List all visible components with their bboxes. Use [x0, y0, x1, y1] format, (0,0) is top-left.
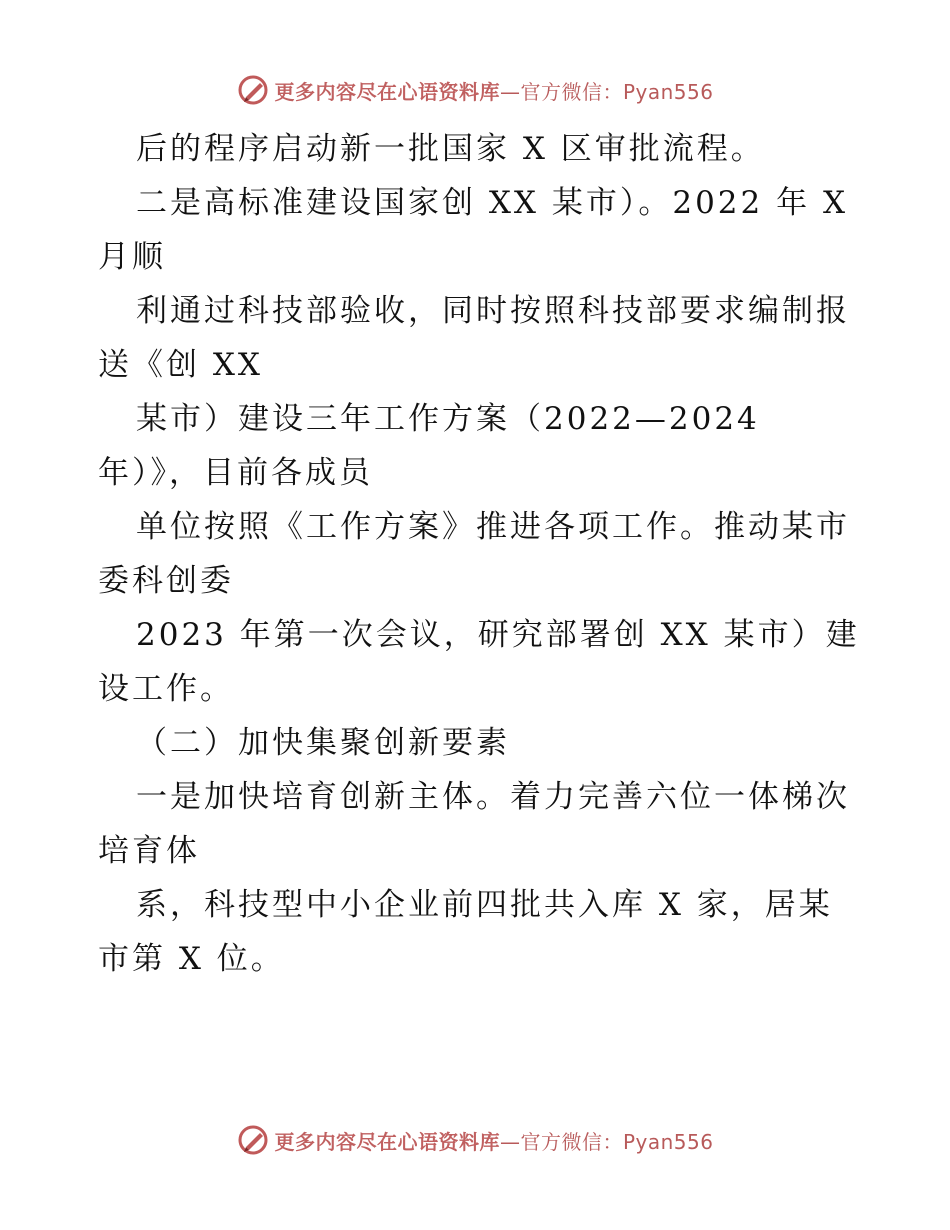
pen-logo-icon	[236, 73, 270, 107]
text-line: 利通过科技部验收，同时按照科技部要求编制报	[136, 293, 850, 329]
document-body	[98, 122, 878, 986]
text-line: 系，科技型中小企业前四批共入库 X 家，居某	[136, 887, 833, 923]
footer-contact-text: —官方微信：Pyan556	[499, 1129, 714, 1154]
text-line: 二是高标准建设国家创 XX 某市）。2022 年 X	[136, 185, 849, 221]
text-line: 后的程序启动新一批国家 X 区审批流程。	[136, 131, 765, 167]
pen-logo-icon	[236, 1123, 270, 1157]
section-heading: （二）加快集聚创新要素	[136, 725, 510, 761]
text-line: 设工作。	[98, 671, 234, 707]
text-line: 一是加快培育创新主体。着力完善六位一体梯次	[136, 779, 850, 815]
header-contact-text: —官方微信：Pyan556	[499, 79, 714, 104]
text-line: 市第 X 位。	[98, 941, 285, 977]
footer-brand-text: 更多内容尽在心语资料库	[274, 1129, 500, 1154]
text-line: 单位按照《工作方案》推进各项工作。推动某市	[136, 509, 850, 545]
header-watermark-banner	[0, 70, 950, 110]
footer-watermark-banner	[0, 1120, 950, 1160]
header-watermark-text	[274, 76, 713, 105]
text-line: 培育体	[98, 833, 200, 869]
text-line: 2023 年第一次会议，研究部署创 XX 某市）建	[136, 617, 860, 653]
text-line: 年）》，目前各成员	[98, 455, 373, 491]
header-brand-text: 更多内容尽在心语资料库	[274, 79, 500, 104]
text-line: 委科创委	[98, 563, 234, 599]
footer-watermark-text	[274, 1126, 713, 1155]
text-line: 某市）建设三年工作方案（2022—2024	[136, 401, 760, 437]
text-line: 送《创 XX	[98, 347, 263, 383]
text-line: 月顺	[98, 239, 166, 275]
